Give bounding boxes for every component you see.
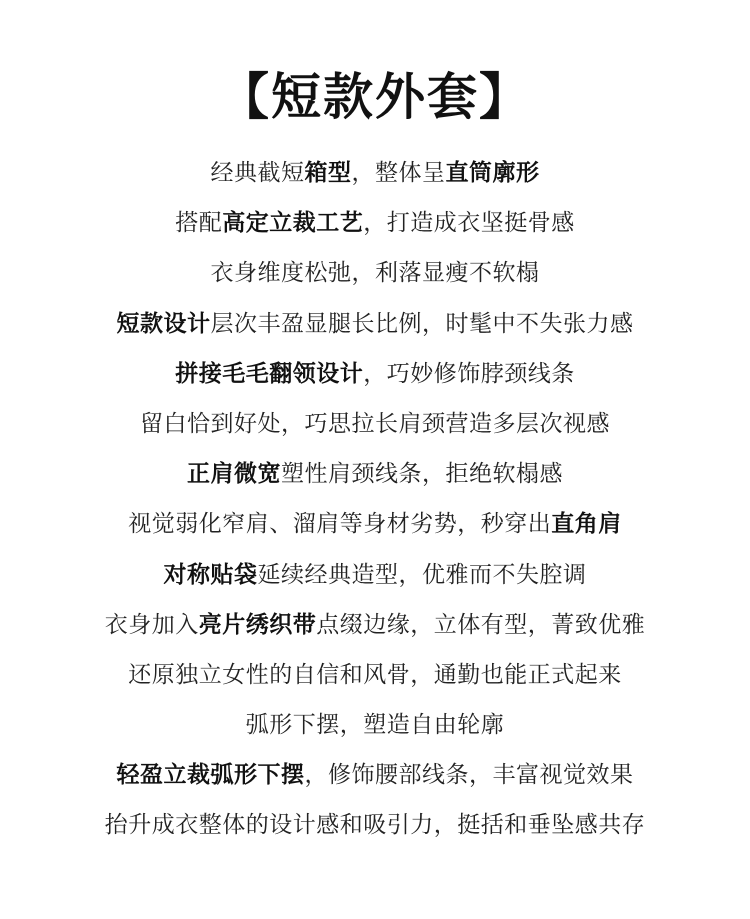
description-line — [0, 550, 750, 600]
description-lines — [0, 148, 750, 851]
highlight-text: 对称贴袋 — [163, 561, 258, 588]
body-text: 衣身维度松弛，利落显瘦不软榻 — [210, 260, 540, 287]
highlight-text: 拼接毛毛翻领设计 — [175, 360, 364, 387]
description-line — [0, 700, 750, 750]
body-text: 搭配 — [175, 210, 223, 237]
highlight-text: 轻盈立裁弧形下摆 — [116, 762, 305, 789]
description-line — [0, 499, 750, 549]
body-text: 衣身加入 — [104, 611, 199, 638]
highlight-text: 箱型 — [304, 160, 352, 186]
description-line — [0, 600, 750, 650]
description-line — [0, 750, 750, 800]
body-text: ，巧妙修饰脖颈线条 — [363, 360, 575, 387]
body-text: 视觉弱化窄肩、溜肩等身材劣势，秒穿出 — [128, 511, 552, 538]
highlight-text: 高定立裁工艺 — [222, 210, 364, 237]
description-line — [0, 349, 750, 399]
body-text: ，打造成衣坚挺骨感 — [363, 210, 575, 237]
body-text: 经典截短 — [210, 160, 305, 186]
description-line — [0, 800, 750, 850]
section-title: 【短款外套】 — [219, 68, 531, 126]
description-line — [0, 248, 750, 298]
highlight-text: 直角肩 — [551, 511, 622, 538]
body-text: 延续经典造型，优雅而不失腔调 — [257, 561, 587, 588]
highlight-text: 直筒廓形 — [445, 160, 540, 186]
highlight-text: 短款设计 — [116, 310, 211, 337]
body-text: ，整体呈 — [351, 160, 446, 186]
body-text: ，修饰腰部线条，丰富视觉效果 — [304, 762, 634, 789]
body-text: 弧形下摆，塑造自由轮廓 — [245, 712, 505, 739]
body-text: 还原独立女性的自信和风骨，通勤也能正式起来 — [128, 661, 622, 688]
body-text: 层次丰盈显腿长比例，时髦中不失张力感 — [210, 310, 634, 337]
description-line — [0, 299, 750, 349]
body-text: 塑性肩颈线条，拒绝软榻感 — [281, 461, 563, 488]
body-text: 点缀边缘，立体有型，菁致优雅 — [316, 611, 646, 638]
description-line — [0, 650, 750, 700]
description-line — [0, 198, 750, 248]
description-line — [0, 148, 750, 198]
description-line — [0, 449, 750, 499]
description-line — [0, 399, 750, 449]
body-text: 留白恰到好处，巧思拉长肩颈营造多层次视感 — [140, 410, 610, 437]
highlight-text: 亮片绣织带 — [198, 611, 317, 638]
highlight-text: 正肩微宽 — [187, 461, 281, 488]
body-text: 抬升成衣整体的设计感和吸引力，挺括和垂坠感共存 — [104, 812, 646, 839]
